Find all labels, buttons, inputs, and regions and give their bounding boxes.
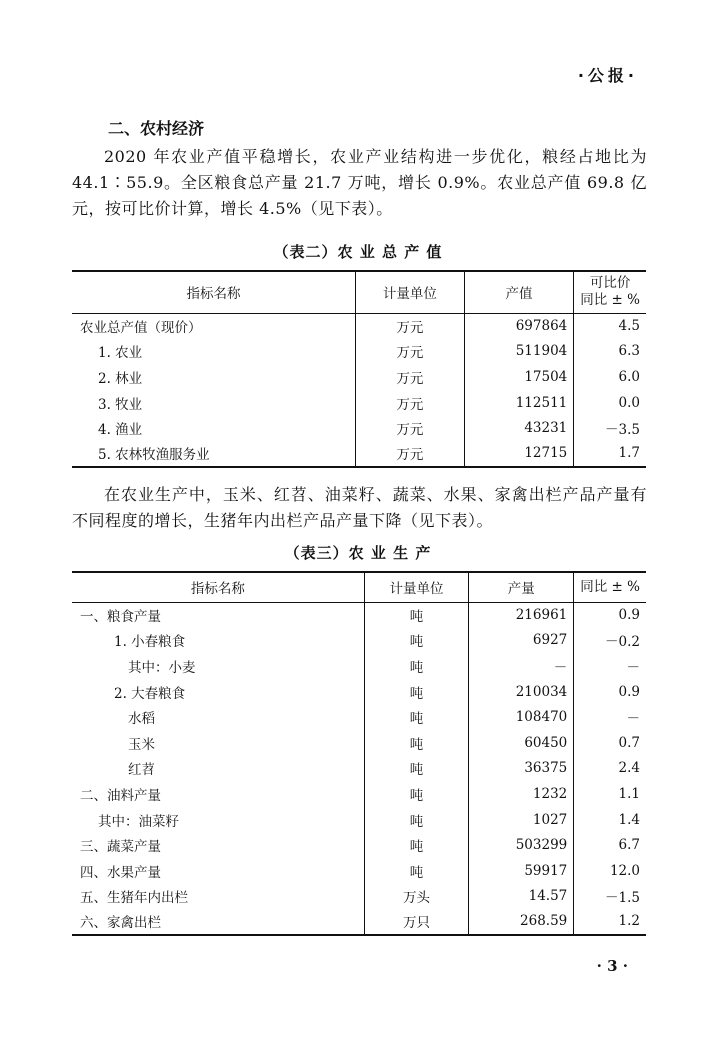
table-row [72, 679, 646, 705]
table-row [72, 415, 646, 441]
row-unit: 万元 [356, 415, 465, 441]
table-row [72, 602, 646, 628]
table-row [72, 704, 646, 730]
row-unit: 万元 [356, 364, 465, 390]
row-unit: 吨 [364, 628, 469, 654]
row-name: 水稻 [128, 711, 155, 728]
table-row [72, 628, 646, 654]
row-unit: 吨 [364, 807, 469, 833]
row-value: 210034 [469, 679, 574, 705]
row-name: 4. 渔业 [98, 422, 143, 439]
table-row [72, 441, 646, 467]
row-yoy: －3.5 [574, 415, 646, 441]
row-name: 其中：小麦 [128, 659, 196, 676]
row-unit: 吨 [364, 679, 469, 705]
row-value: 503299 [469, 832, 574, 858]
table-row [72, 858, 646, 884]
row-value: 511904 [464, 339, 573, 365]
row-yoy: 0.9 [574, 679, 646, 705]
header-output-value: 产值 [464, 271, 573, 313]
row-value: 60450 [469, 730, 574, 756]
row-name: 五、生猪年内出栏 [80, 890, 188, 907]
row-value: 112511 [464, 390, 573, 416]
table-row [72, 390, 646, 416]
table2-title: （表二）农 业 总 产 值 [273, 243, 443, 261]
row-name: 1. 农业 [98, 345, 143, 362]
row-yoy: 1.4 [574, 807, 646, 833]
row-yoy: 4.5 [574, 313, 646, 339]
row-value: － [469, 653, 574, 679]
paragraph-production-summary: 在农业生产中，玉米、红苕、油菜籽、蔬菜、水果、家禽出栏产品产量有不同程度的增长，生猪年内出栏产品产量下降（见下表）。 [72, 485, 647, 530]
row-yoy: －0.2 [574, 628, 646, 654]
row-unit: 万元 [356, 339, 465, 365]
agriculture-output-table [72, 270, 646, 468]
header-unit: 计量单位 [364, 572, 469, 602]
row-unit: 吨 [364, 730, 469, 756]
row-yoy: 0.7 [574, 730, 646, 756]
row-unit: 吨 [364, 602, 469, 628]
table-row [72, 909, 646, 935]
row-value: 1027 [469, 807, 574, 833]
header-output-quantity: 产量 [469, 572, 574, 602]
row-value: 43231 [464, 415, 573, 441]
table-row [72, 653, 646, 679]
table-row [72, 807, 646, 833]
table-row [72, 781, 646, 807]
row-unit: 万只 [364, 909, 469, 935]
row-unit: 吨 [364, 832, 469, 858]
row-yoy: 6.3 [574, 339, 646, 365]
row-yoy: 12.0 [574, 858, 646, 884]
header-yoy: 同比 ± % [574, 572, 646, 602]
row-yoy: 1.1 [574, 781, 646, 807]
row-name: 2. 林业 [98, 370, 143, 387]
header-indicator-name: 指标名称 [186, 286, 241, 303]
row-name: 一、粮食产量 [80, 609, 161, 626]
row-value: 12715 [464, 441, 573, 467]
header-indicator-name: 指标名称 [190, 581, 245, 598]
table-row [72, 730, 646, 756]
row-yoy: 1.7 [574, 441, 646, 467]
row-unit: 万头 [364, 884, 469, 910]
row-yoy: 0.9 [574, 602, 646, 628]
row-name: 六、家禽出栏 [80, 915, 161, 932]
table-row [72, 832, 646, 858]
header-yoy-line2: 同比 ± % [580, 292, 640, 309]
section-title: 二、农村经济 [108, 119, 205, 138]
row-value: 36375 [469, 756, 574, 782]
row-value: 268.59 [469, 909, 574, 935]
table-header-row [72, 572, 646, 602]
row-unit: 吨 [364, 858, 469, 884]
row-value: 17504 [464, 364, 573, 390]
header-yoy [574, 271, 646, 313]
row-yoy: － [574, 653, 646, 679]
row-unit: 吨 [364, 756, 469, 782]
table-row [72, 756, 646, 782]
row-unit: 吨 [364, 704, 469, 730]
row-yoy: 0.0 [574, 390, 646, 416]
table3-title: （表三）农 业 生 产 [284, 544, 432, 562]
row-value: 59917 [469, 858, 574, 884]
row-yoy: 2.4 [574, 756, 646, 782]
row-value: 697864 [464, 313, 573, 339]
page-number: · 3 · [596, 957, 628, 975]
row-value: 14.57 [469, 884, 574, 910]
row-yoy: 6.0 [574, 364, 646, 390]
row-unit: 万元 [356, 390, 465, 416]
row-unit: 吨 [364, 781, 469, 807]
publication-header: ·公报· [577, 66, 638, 85]
table-row [72, 884, 646, 910]
row-yoy: －1.5 [574, 884, 646, 910]
row-unit: 万元 [356, 313, 465, 339]
row-name: 1. 小春粮食 [114, 634, 186, 651]
row-name: 3. 牧业 [98, 396, 143, 413]
row-name: 三、蔬菜产量 [80, 839, 161, 856]
row-yoy: － [574, 704, 646, 730]
table-header-row [72, 271, 646, 313]
agriculture-production-table [72, 571, 646, 936]
row-name: 其中：油菜籽 [98, 813, 179, 830]
row-yoy: 1.2 [574, 909, 646, 935]
row-name: 5. 农林牧渔服务业 [98, 447, 210, 464]
row-name: 2. 大春粮食 [114, 685, 186, 702]
row-name: 玉米 [128, 736, 155, 753]
row-value: 1232 [469, 781, 574, 807]
row-name: 四、水果产量 [80, 864, 161, 881]
row-yoy: 6.7 [574, 832, 646, 858]
header-unit: 计量单位 [356, 271, 465, 313]
table-row [72, 364, 646, 390]
row-value: 108470 [469, 704, 574, 730]
header-yoy-line1: 可比价 [589, 275, 631, 292]
table-row [72, 339, 646, 365]
row-name: 农业总产值（现价） [80, 320, 202, 337]
row-value: 216961 [469, 602, 574, 628]
table-row [72, 313, 646, 339]
paragraph-agriculture-summary: 2020 年农业产值平稳增长，农业产业结构进一步优化，粮经占地比为 44.1∶55.9。全区粮食总产量 21.7 万吨，增长 0.9%。农业总产值 69.8 亿元，按可比价计算，增长 4.5%（见下表）。 [72, 147, 647, 218]
row-unit: 万元 [356, 441, 465, 467]
row-unit: 吨 [364, 653, 469, 679]
row-name: 红苕 [128, 762, 155, 779]
row-value: 6927 [469, 628, 574, 654]
row-name: 二、油料产量 [80, 787, 161, 804]
